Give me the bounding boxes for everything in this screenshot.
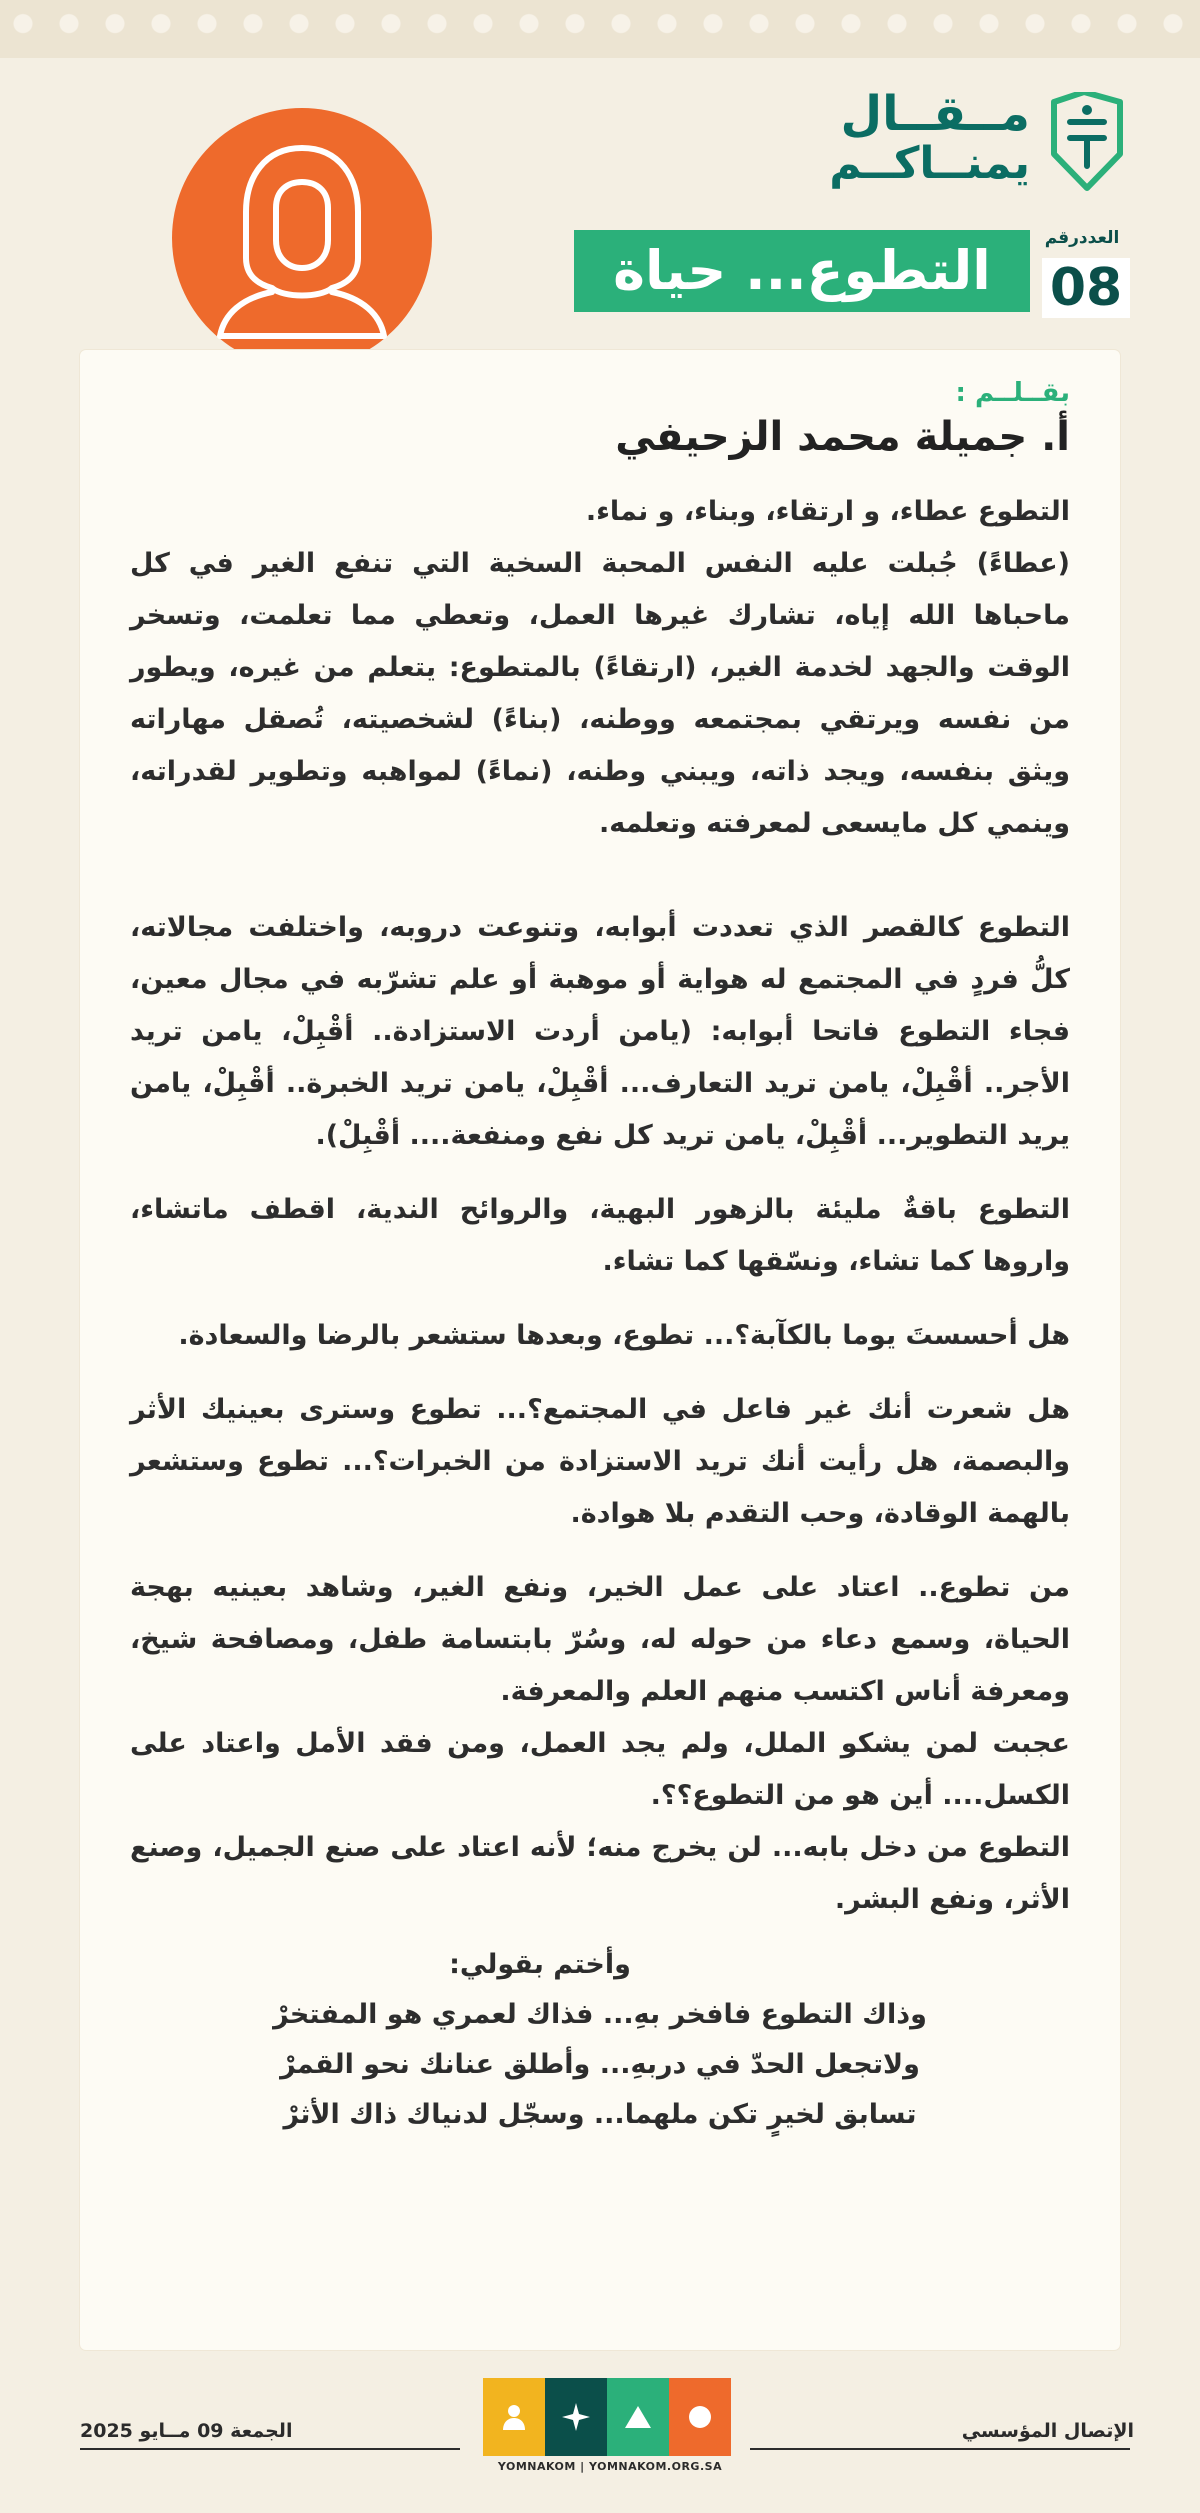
issue-title: التطوع... حياة [574,230,1030,312]
brand-title-line1: مــقــال [840,86,1030,142]
article-paragraph: من تطوع.. اعتاد على عمل الخير، ونفع الغير، وشاهد بعينيه بهجة الحياة، وسمع دعاء من حوله له، وسُرّ بابتسامة طفل، ومصافحة شيخ، ومعرفة أناس اكتسب منهم العلم والمعرفة. [130,1572,1070,1707]
footer-site-caption: YOMNAKOM | YOMNAKOM.ORG.SA [497,2460,723,2473]
person-icon [483,2378,545,2456]
article-paragraph: التطوع كالقصر الذي تعددت أبوابه، وتنوعت دروبه، واختلفت مجالاته، كلُّ فردٍ في المجتمع له هواية أو موهبة أو علم تشرّبه في مجال معين، فجاء التطوع فاتحا أبوابه: (يامن أردت الاستزادة.. أقْبِلْ، يامن تريد الأجر.. أقْبِلْ، يامن تريد التعارف... أقْبِلْ، يامن تريد الخبرة.. أقْبِلْ، يامن يريد التطوير... أقْبِلْ، يامن تريد كل نفع ومنفعة.... أقْبِلْ). [130,912,1070,1151]
article-paragraph: (عطاءً) جُبلت عليه النفس المحبة السخية التي تنفع الغير في كل ماحباها الله إياه، تشارك غيرها العمل، وتعطي مما تعلمت، وتسخر الوقت والجهد لخدمة الغير، (ارتقاءً) بالمتطوع: يتعلم من غيره، ويطور من نفسه ويرتقي بمجتمعه ووطنه، (بناءً) لشخصيته، تُصقل مهاراته ويثق بنفسه، ويجد ذاته، ويبني وطنه، (نماءً) لمواهبه وتطوير لقدراته، وينمي كل مايسعى لمعرفته وتعلمه. [130,548,1070,839]
woman-hijab-icon [172,108,432,368]
author-avatar [172,108,432,368]
yomnakom-logo-icon [1044,92,1130,196]
article-paragraph: التطوع باقةٌ مليئة بالزهور البهية، والروائح الندية، اقطف ماتشاء، واروها كما تشاء، ونسّقها كما تشاء. [130,1194,1070,1277]
footer-divider-right [750,2448,1130,2450]
article-body [80,350,1120,2140]
footer-date: الجمعة 09 مــايو 2025 [80,2420,293,2442]
circle-icon [669,2378,731,2456]
poem-line: تسابق لخيرٍ تكن ملهما... وسجّل لدنياك ذاك الأثرْ [283,2099,917,2130]
author-name: أ. جميلة محمد الزحيفي [615,414,1070,460]
issue-number: 08 [1042,258,1130,318]
article-paragraph: التطوع عطاء، و ارتقاء، وبناء، و نماء. [585,496,1070,527]
article-paragraph: عجبت لمن يشكو الملل، ولم يجد العمل، ومن فقد الأمل واعتاد على الكسل.... أين هو من التطوع؟؟. [130,1728,1070,1811]
byline-label: بقــلــم : [955,378,1070,408]
header-pattern [0,0,1200,58]
triangle-icon [607,2378,669,2456]
footer-department: الإتصال المؤسسي [961,2420,1134,2442]
poem-intro: وأختم بقولي: [449,1949,631,1980]
footer-divider-left [80,2448,460,2450]
article-paragraph: هل أحسستَ يوما بالكآبة؟... تطوع، وبعدها ستشعر بالرضا والسعادة. [178,1320,1070,1351]
footer-brand-tiles [483,2378,731,2456]
brand-block [660,86,1130,196]
article-paragraph: هل شعرت أنك غير فاعل في المجتمع؟... تطوع وسترى بعينيك الأثر والبصمة، هل رأيت أنك تريد الاستزادة من الخبرات؟... تطوع وستشعر بالهمة الوقادة، وحب التقدم بلا هوادة. [130,1394,1070,1529]
poem-line: وذاك التطوع فافخر بهِ... فذاك لعمري هو المفتخرْ [273,1999,927,2030]
brand-title-line2: يمنــاكــم [829,138,1030,189]
poem-line: ولاتجعل الحدّ في دربهِ... وأطلق عنانك نحو القمرْ [280,2049,920,2080]
sparkle-icon [545,2378,607,2456]
article-card [80,350,1120,2350]
issue-number-label: العددرقم [1044,228,1120,248]
closing-poem [130,1940,1070,2140]
article-paragraph: التطوع من دخل بابه... لن يخرج منه؛ لأنه اعتاد على صنع الجميل، وصنع الأثر، ونفع البشر. [130,1832,1070,1915]
